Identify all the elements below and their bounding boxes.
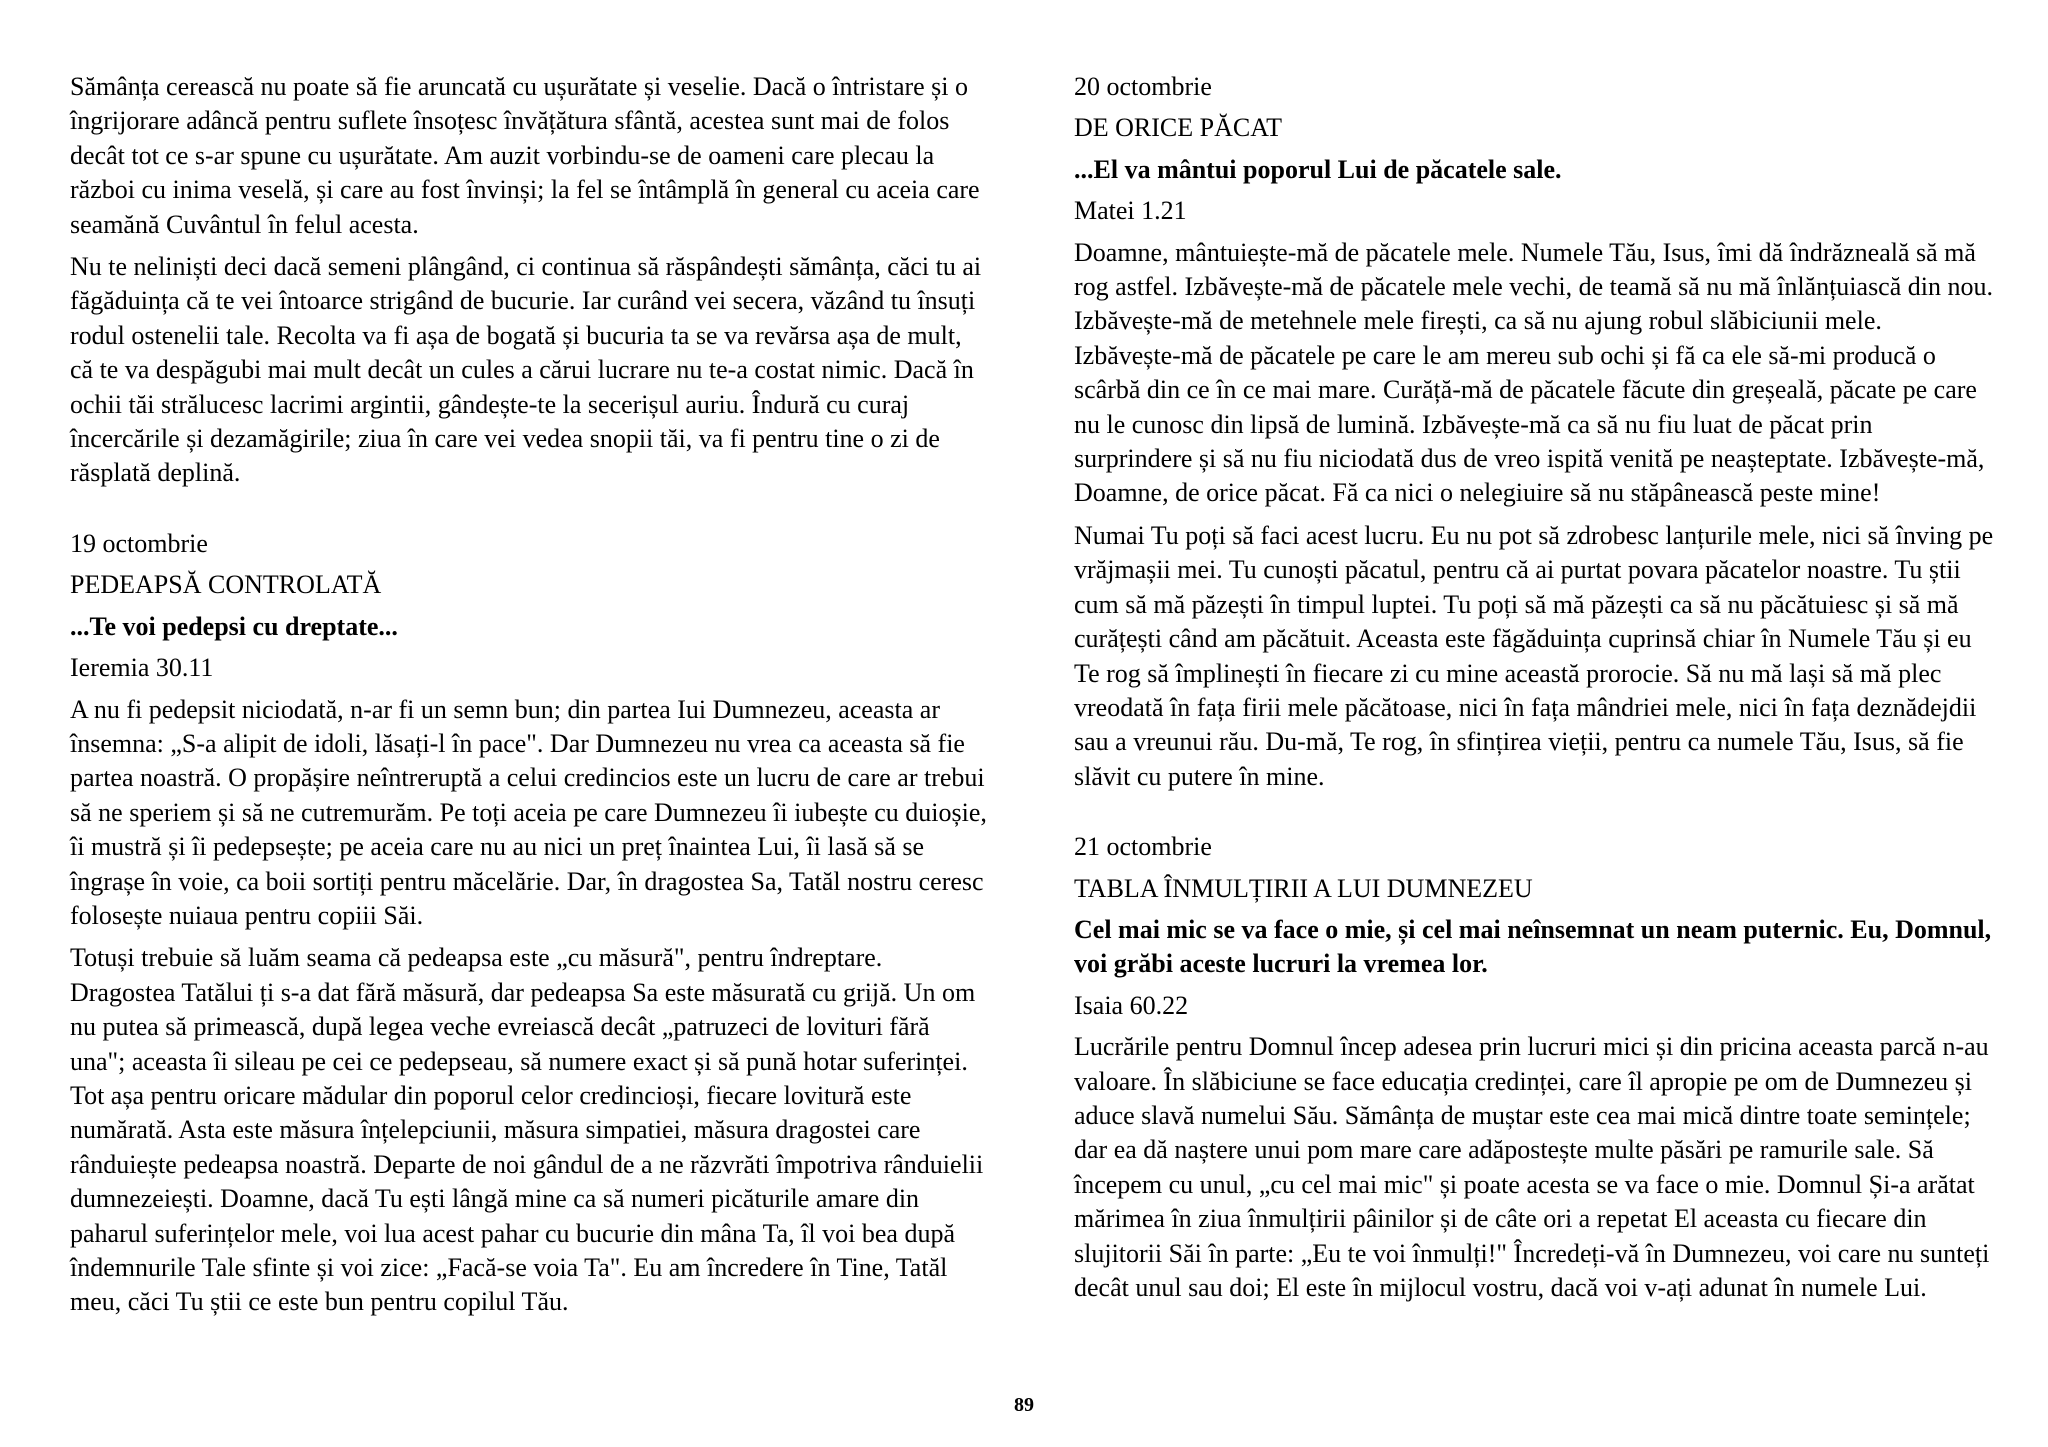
paragraph: Sămânța cerească nu poate să fie aruncată cu ușurătate și veselie. Dacă o întristare și o îngrijorare adâncă pentru suflete însoțesc învățătura sfântă, acestea sunt mai de folos decât tot ce s-ar spune cu ușurătate. Am auzit vorbindu-se de oameni care plecau la război cu inima veselă, și care au fost învinși; la fel se întâmplă în general cu aceia care seamănă Cuvântul în felul acesta. (70, 72, 980, 239)
entry-verse: ...Te voi pedepsi cu dreptate... (70, 611, 398, 641)
entry-date: 19 octombrie (70, 528, 208, 558)
entry-title: DE ORICE PĂCAT (1074, 113, 1283, 143)
entry-verse: ...El va mântui poporul Lui de păcatele sale. (1074, 154, 1562, 184)
devotional-entry-oct-20 (1074, 70, 1994, 794)
devotional-entry-oct-19 (70, 527, 990, 1320)
devotional-entry-oct-21 (1074, 830, 1994, 1305)
paragraph: Lucrările pentru Domnul încep adesea prin lucruri mici și din pricina aceasta parcă n-au valoare. În slăbiciune se face educația credinței, care îl apropie pe om de Dumnezeu și aduce slavă numelui Său. Sămânța de muștar este cea mai mică dintre toate semințele; dar ea dă naștere unui pom mare care adăpostește multe păsări pe ramurile sale. Să începem cu unul, „cu cel mai mic" și poate acesta se va face o mie. Domnul Și-a arătat mărimea în ziua înmulțirii pâinilor și de câte ori a repetat El aceasta cu fiecare din slujitorii Săi în parte: „Eu te voi înmulți!" Încredeți-vă în Dumnezeu, voi care nu sunteți decât unul sau doi; El este în mijlocul vostru, dacă voi v-ați adunat în numele Lui. (1074, 1032, 1990, 1302)
entry-verse: Cel mai mic se va face o mie, și cel mai neînsemnat un neam puternic. Eu, Domnul, voi grăbi aceste lucruri la vremea lor. (1074, 914, 1992, 979)
entry-title: PEDEAPSĂ CONTROLATĂ (70, 570, 382, 600)
entry-date: 20 octombrie (1074, 72, 1212, 101)
entry-reference: Matei 1.21 (1074, 196, 1187, 226)
paragraph: A nu fi pedepsit niciodată, n-ar fi un semn bun; din partea Iui Dumnezeu, aceasta ar însemna: „S-a alipit de idoli, lăsați-l în pace". Dar Dumnezeu nu vrea ca aceasta să fie partea noastră. O propășire neîntreruptă a celui credincios este un lucru de care ar trebui să ne speriem și să ne cutremurăm. Pe toți aceia pe care Dumnezeu îi iubește cu duioșie, îi mustră și îi pedepsește; pe aceia care nu au nici un preț înaintea Lui, îi lasă să se îngrașe în voie, ca boii sortiți pentru măcelărie. Dar, în dragostea Sa, Tatăl nostru ceresc folosește nuiaua pentru copiii Săi. (70, 694, 987, 930)
left-column (70, 70, 990, 1328)
page-number: 89 (1014, 1394, 1034, 1416)
paragraph: Totuși trebuie să luăm seama că pedeapsa este „cu măsură", pentru îndreptare. Dragostea Tatălui ți s-a dat fără măsură, dar pedeapsa Sa este măsurată cu grijă. Un om nu putea să primească, după legea veche evreiască decât „patruzeci de lovituri fără una"; aceasta îi sileau pe cei ce pedepseau, să numere exact și să pună hotar suferinței. Tot așa pentru oricare mădular din poporul celor credincioși, fiecare lovitură este numărată. Asta este măsura înțelepciunii, măsura simpatiei, măsura dragostei care rânduiește pedeapsa noastră. Departe de noi gândul de a ne răzvrăti împotriva rânduielii dumnezeiești. Doamne, dacă Tu ești lângă mine ca să numeri picăturile amare din paharul suferințelor mele, voi lua acest pahar cu bucurie din mâna Ta, îl voi bea după îndemnurile Tale sfinte și voi zice: „Facă-se voia Ta". Eu am încredere în Tine, Tatăl meu, căci Tu știi ce este bun pentru copilul Tău. (70, 943, 984, 1317)
entry-reference: Ieremia 30.11 (70, 653, 214, 683)
paragraph: Doamne, mântuiește-mă de păcatele mele. Numele Tău, Isus, îmi dă îndrăzneală să mă rog astfel. Izbăvește-mă de păcatele mele vechi, de teamă să nu mă înlănțuiască din nou. Izbăvește-mă de metehnele mele firești, ca să nu ajung robul slăbiciunii mele. Izbăvește-mă de păcatele pe care le am mereu sub ochi și fă ca ele să-mi producă o scârbă din ce în ce mai mare. Curăță-mă de păcatele făcute din greșeală, păcate pe care nu le cunosc din lipsă de lumină. Izbăvește-mă ca să nu fiu luat de păcat prin surprindere și să nu fiu niciodată dus de vreo ispită venită pe neașteptate. Izbăvește-mă, Doamne, de orice păcat. Fă ca nici o nelegiuire să nu stăpânească peste mine! (1074, 237, 1993, 508)
entry-reference: Isaia 60.22 (1074, 990, 1189, 1020)
right-column (1074, 70, 1994, 1313)
entry-title: TABLA ÎNMULȚIRII A LUI DUMNEZEU (1074, 873, 1533, 903)
paragraph: Numai Tu poți să faci acest lucru. Eu nu pot să zdrobesc lanțurile mele, nici să înving pe vrăjmașii mei. Tu cunoști păcatul, pentru că ai purtat povara păcatelor noastre. Tu știi cum să mă păzești în timpul luptei. Tu poți să mă păzești ca să nu păcătuiesc și să mă curățești când am păcătuit. Aceasta este făgăduința cuprinsă chiar în Numele Tău și eu Te rog să împlinești în fiecare zi cu mine această prorocie. Să nu mă lași să mă plec vreodată în fața firii mele păcătoase, nici în fața mândriei mele, nici în fața deznădejdii sau a vreunui rău. Du-mă, Te rog, în sfințirea vieții, pentru ca numele Tău, Isus, să fie slăvit cu putere în mine. (1074, 520, 1994, 791)
paragraph: Nu te neliniști deci dacă semeni plângând, ci continua să răspândești sămânța, căci tu ai făgăduința că te vei întoarce strigând de bucurie. Iar curând vei secera, văzând tu însuți rodul ostenelii tale. Recolta va fi așa de bogată și bucuria ta se va revărsa așa de mult, că te va despăgubi mai mult decât un cules a cărui lucrare nu te-a costat nimic. Dacă în ochii tăi strălucesc lacrimi argintii, gândește-te la secerișul auriu. Îndură cu curaj încercările și dezamăgirile; ziua în care vei vedea snopii tăi, va fi pentru tine o zi de răsplată deplină. (70, 252, 982, 488)
entry-date: 21 octombrie (1074, 832, 1212, 862)
